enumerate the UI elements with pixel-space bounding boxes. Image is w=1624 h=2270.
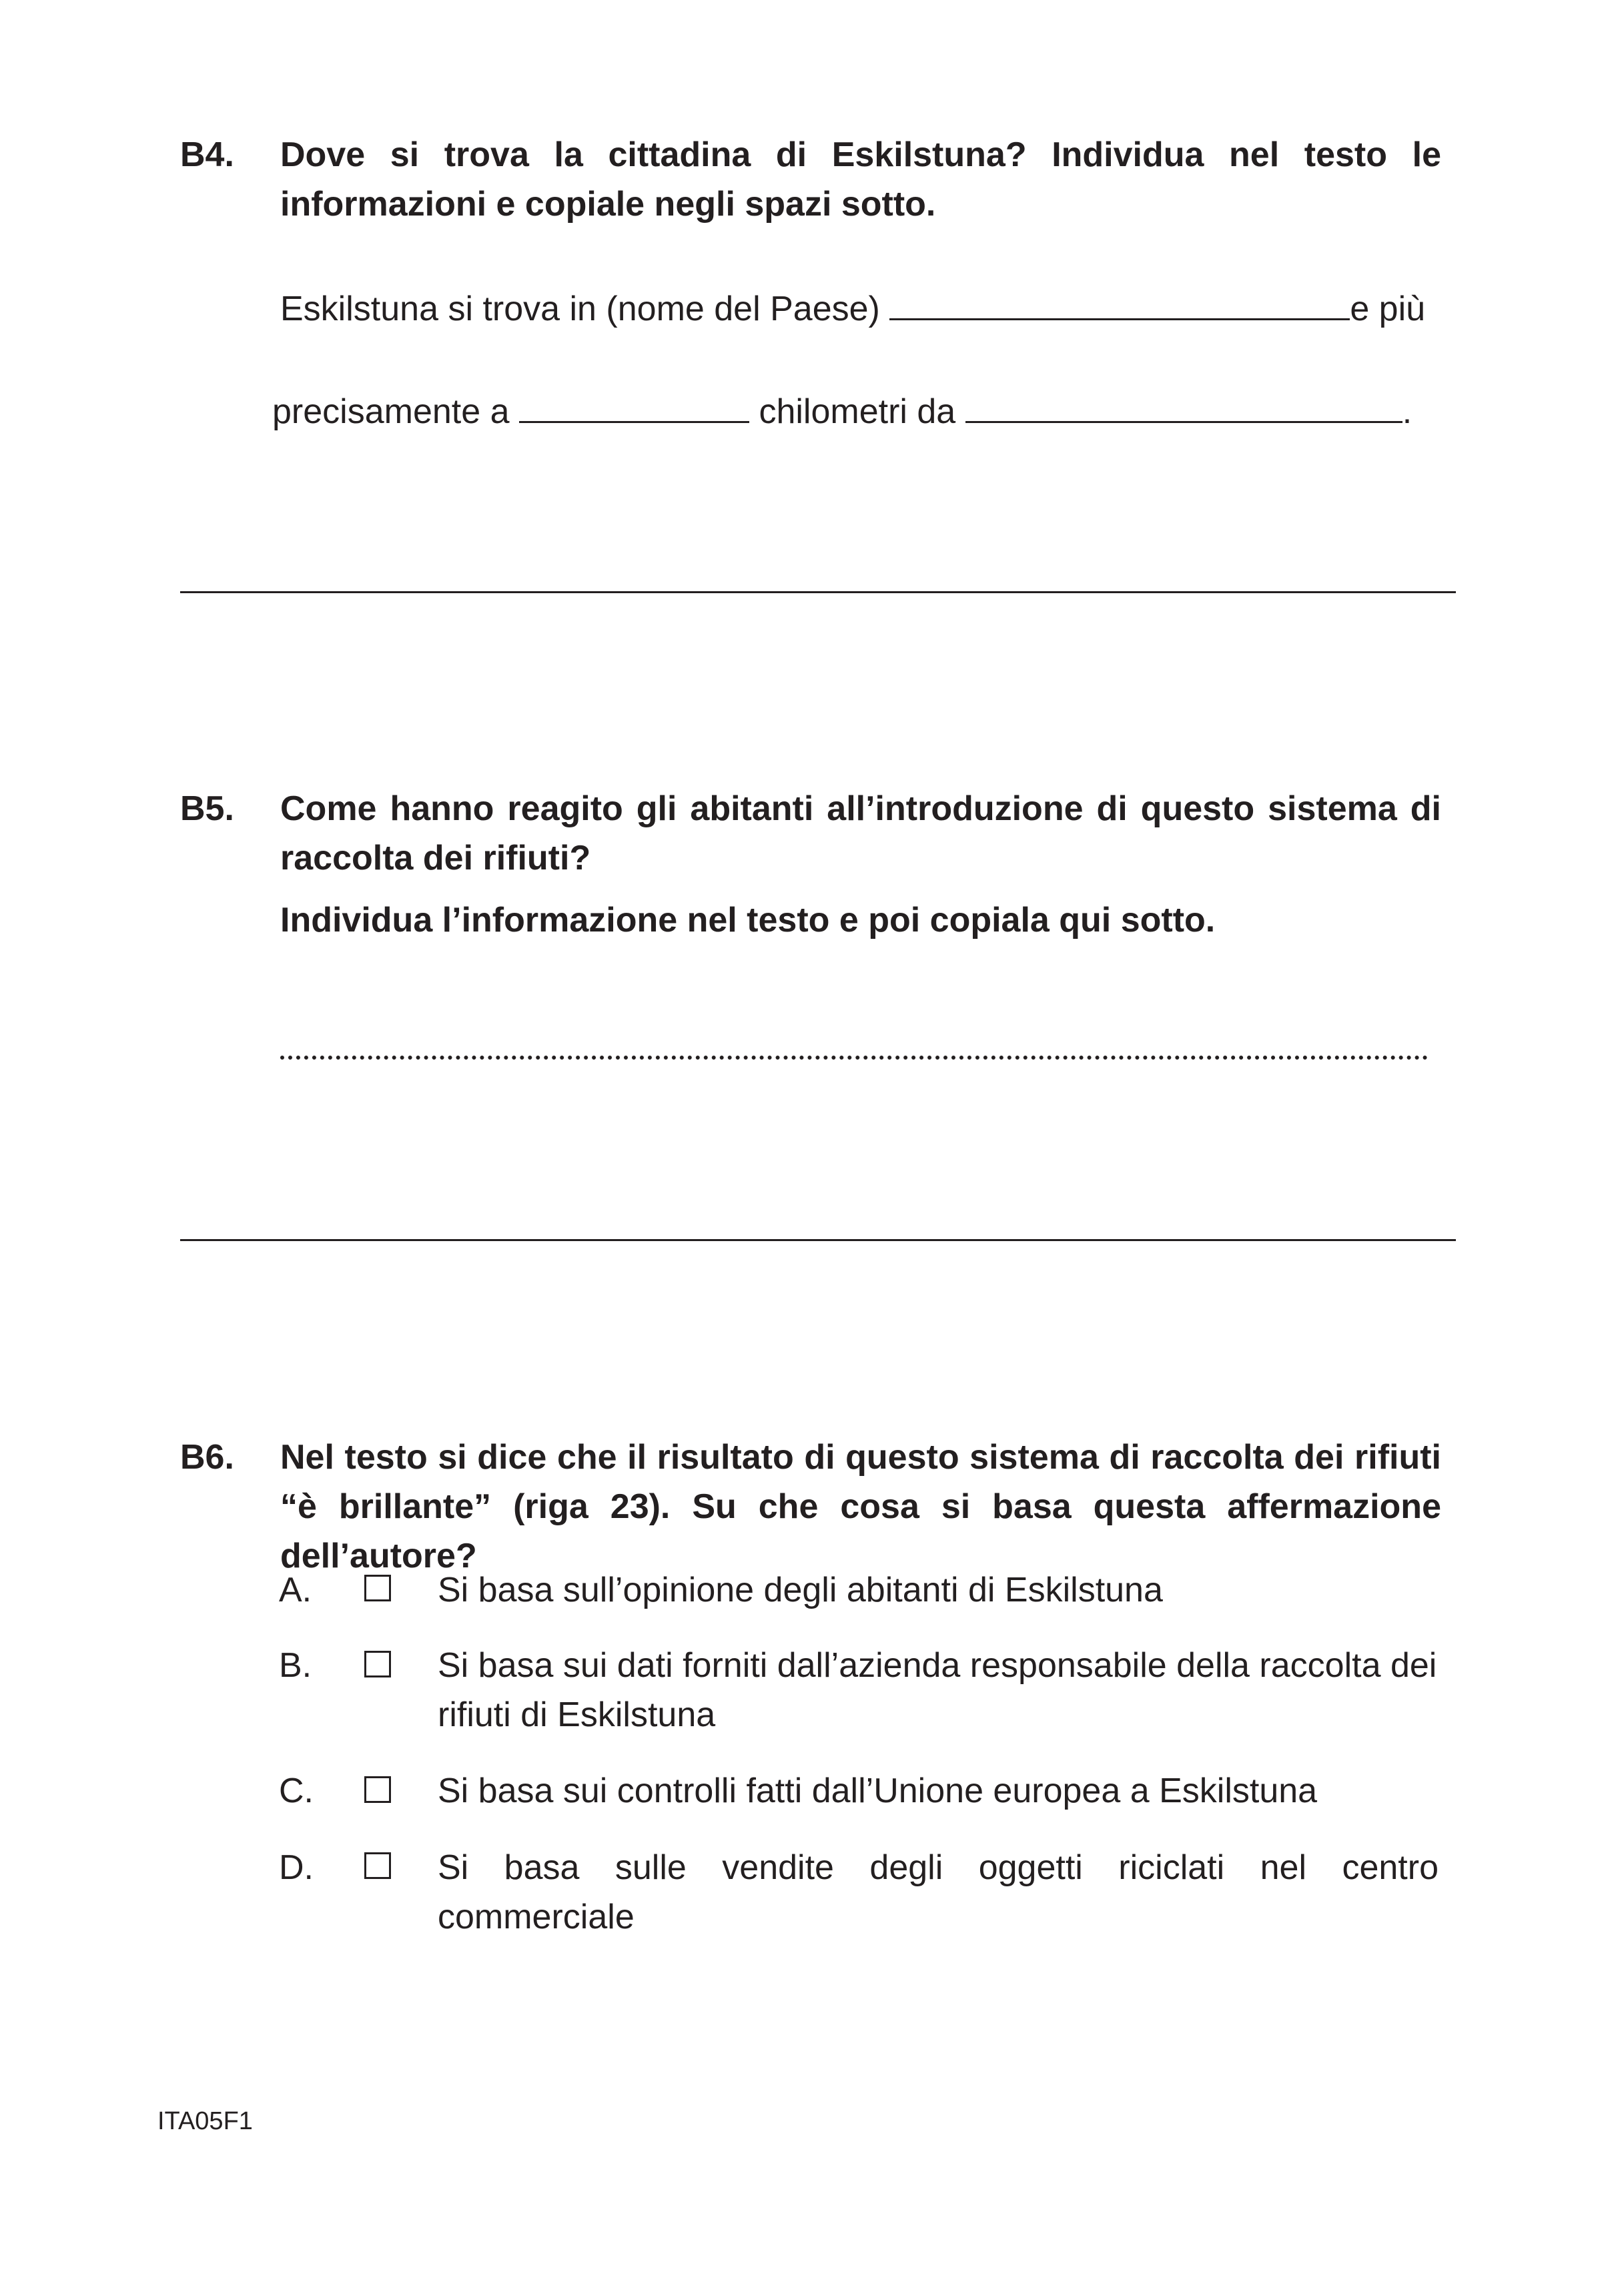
b4-line1-end-text: e più (1350, 290, 1426, 328)
question-number-b5: B5. (180, 789, 234, 828)
option-a-text: Si basa sull’opinione degli abitanti di Eskilstuna (438, 1571, 1163, 1609)
question-number-b6: B6. (180, 1438, 234, 1477)
option-a-checkbox[interactable] (364, 1575, 391, 1601)
option-d-text-line-1: Si basa sulle vendite degli oggetti riciclati nel centro (438, 1848, 1439, 1887)
option-b-letter: B. (279, 1646, 312, 1685)
b4-answer-line-1 (280, 284, 1425, 334)
option-c-letter: C. (279, 1772, 314, 1810)
question-b5-text: Come hanno reagito gli abitanti all’introduzione di questo sistema di raccolta dei rifiuti? (280, 789, 1441, 877)
question-b5-instruction: Individua l’informazione nel testo e poi copiala qui sotto. (280, 901, 1216, 939)
document-code: ITA05F1 (157, 2107, 253, 2135)
b4-line2-mid-text: chilometri da (759, 392, 956, 431)
option-d-text-line-2: commerciale (438, 1898, 635, 1936)
option-d-text (438, 1843, 1439, 1942)
option-c-text: Si basa sui controlli fatti dall’Unione europea a Eskilstuna (438, 1772, 1318, 1810)
country-blank-field[interactable] (889, 285, 1350, 320)
question-b6-text: Nel testo si dice che il risultato di questo sistema di raccolta dei rifiuti “è brillante” (riga 23). Su che cosa si basa questa affermazione dell’autore? (280, 1438, 1441, 1575)
question-b4-text: Dove si trova la cittadina di Eskilstuna? Individua nel testo le informazioni e copiale negli spazi sotto. (280, 135, 1441, 224)
b4-line2-start-text: precisamente a (272, 392, 510, 431)
question-number-b4: B4. (180, 135, 234, 174)
b4-line1-start-text: Eskilstuna si trova in (nome del Paese) (280, 290, 880, 328)
distance-blank-field[interactable] (519, 388, 749, 423)
b5-dotted-answer-line[interactable] (280, 1056, 1428, 1060)
option-c-checkbox[interactable] (364, 1776, 391, 1803)
reference-city-blank-field[interactable] (965, 388, 1402, 423)
b4-answer-line-2 (272, 387, 1412, 436)
option-d-checkbox[interactable] (364, 1852, 391, 1879)
section-divider (180, 591, 1456, 593)
option-b-checkbox[interactable] (364, 1651, 391, 1677)
b4-line2-end-text: . (1402, 392, 1412, 431)
option-d-letter: D. (279, 1848, 314, 1887)
option-b-text: Si basa sui dati forniti dall’azienda responsabile della raccolta dei rifiuti di Eskilstuna (438, 1646, 1437, 1734)
section-divider (180, 1239, 1456, 1241)
option-a-letter: A. (279, 1571, 312, 1609)
